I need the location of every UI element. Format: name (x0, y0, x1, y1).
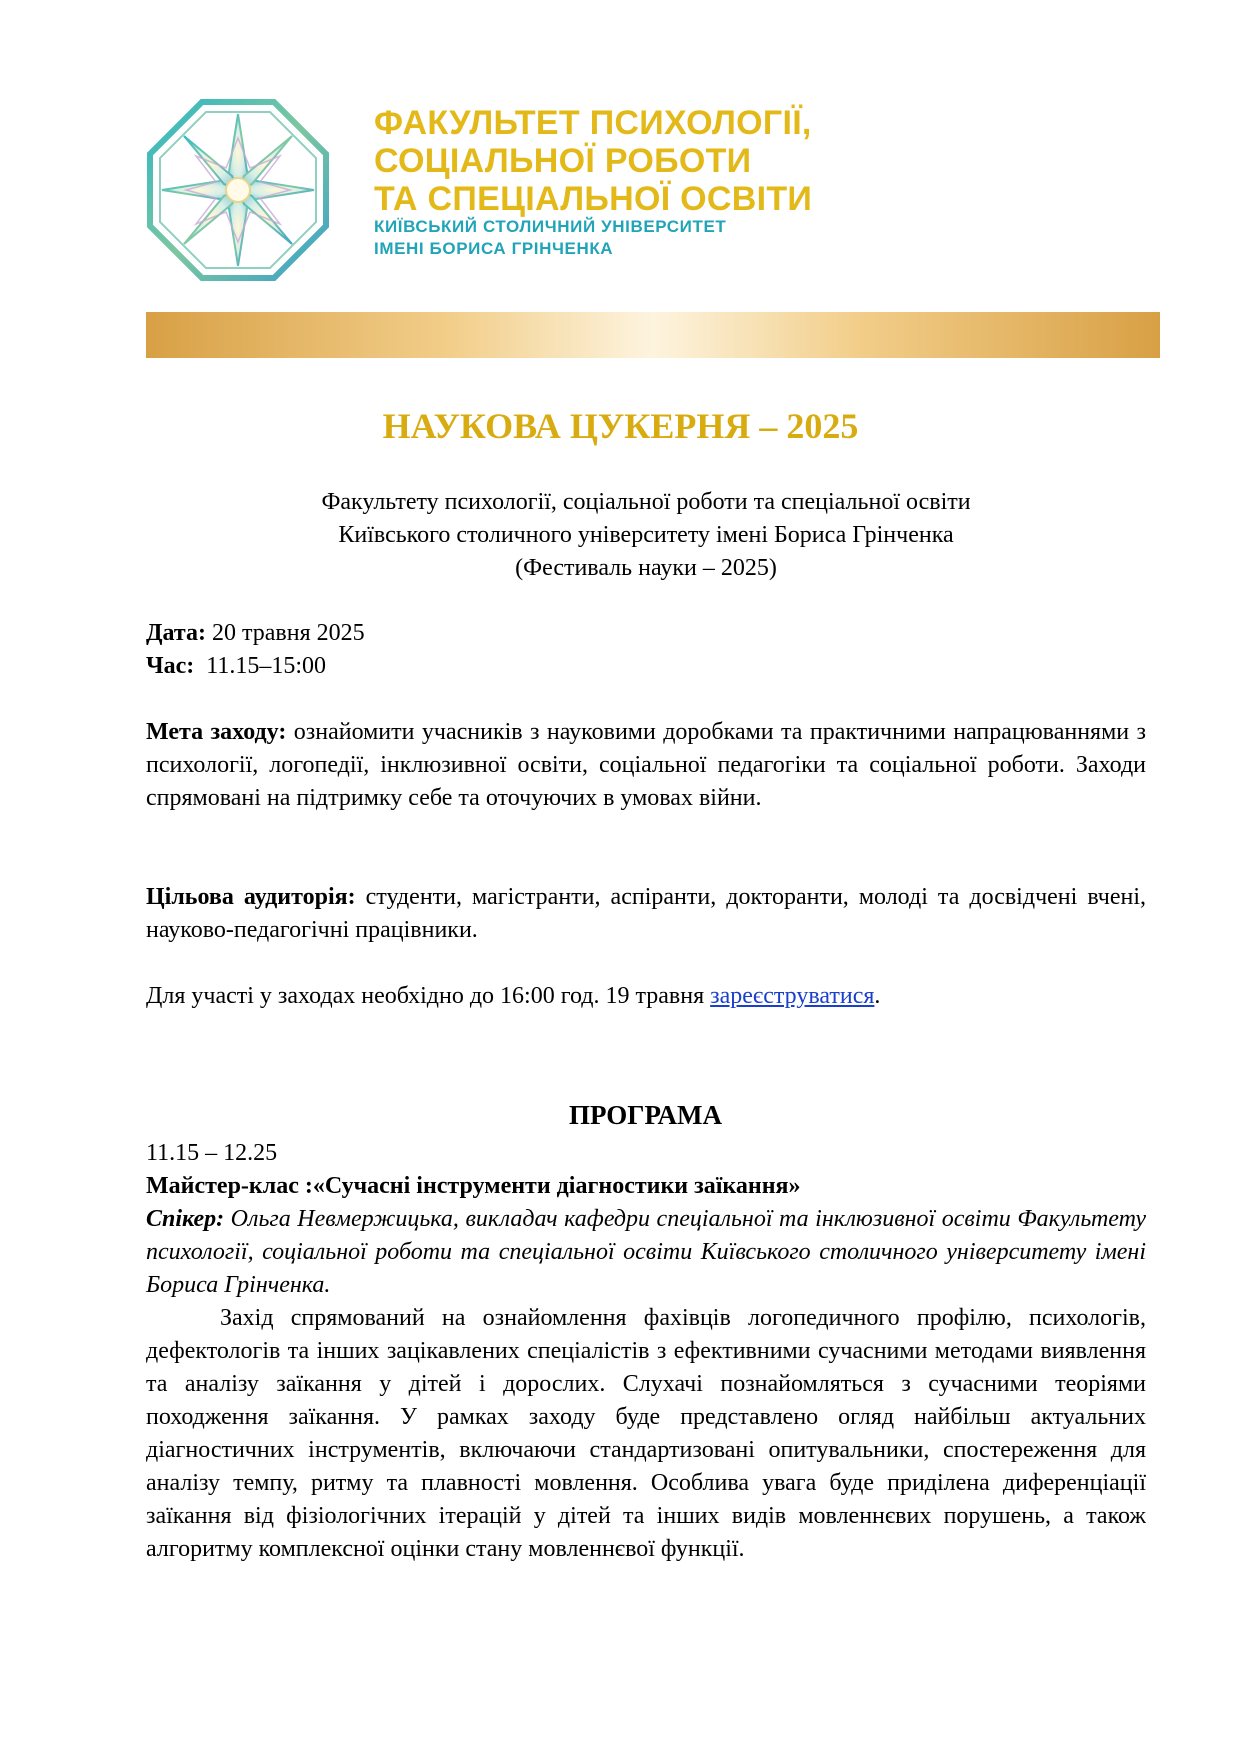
event-registration (146, 980, 1146, 1013)
subtitle-line: Факультету психології, соціальної роботи та спеціальної освіти (321, 489, 971, 515)
faculty-name-line: ФАКУЛЬТЕТ ПСИХОЛОГІЇ, (374, 104, 812, 142)
audience-label: Цільова аудиторія: (146, 884, 356, 910)
event-goal (146, 716, 1146, 815)
time-label: Час: (146, 653, 195, 679)
octagon-star-logo-icon (146, 98, 330, 282)
event-audience (146, 881, 1146, 947)
registration-link[interactable]: зареєструватися (710, 983, 875, 1009)
faculty-header (146, 98, 1156, 288)
goal-label: Мета заходу: (146, 719, 287, 745)
event-date-time (146, 617, 1146, 683)
event-subtitle (146, 486, 1146, 585)
decorative-gold-divider (146, 312, 1160, 358)
subtitle-line: (Фестиваль науки – 2025) (515, 555, 777, 581)
university-name-line: КИЇВСЬКИЙ СТОЛИЧНИЙ УНІВЕРСИТЕТ (374, 217, 727, 236)
faculty-name-line: ТА СПЕЦІАЛЬНОЇ ОСВІТИ (374, 180, 813, 218)
event-time (146, 650, 1146, 683)
speaker-text: Ольга Невмержицька, викладач кафедри спеціальної та інклюзивної освіти Факультету психології, соціальної роботи та спеціальної освіти Київського столичного університету імені Бориса Грінченка. (146, 1206, 1146, 1298)
program-item (146, 1137, 1146, 1566)
university-name (374, 216, 726, 260)
university-name-line: ІМЕНІ БОРИСА ГРІНЧЕНКА (374, 239, 614, 258)
program-item-time: 11.15 – 12.25 (146, 1140, 278, 1166)
program-item-description: Захід спрямований на ознайомлення фахівців логопедичного профілю, психологів, дефектологів та інших зацікавлених спеціалістів з ефективними сучасними методами виявлення та аналізу заїкання у дітей і дорослих. Слухачі познайомляться з сучасними теоріями походження заїкання. У рамках заходу буде представлено огляд найбільш актуальних діагностичних інструментів, включаючи стандартизовані опитувальники, спостереження для аналізу темпу, ритму та плавності мовлення. Особлива увага буде приділена диференціації заїкання від фізіологічних ітерацій у дітей та інших видів мовленнєвих порушень, а також алгоритму комплексної оцінки стану мовленнєвої функції. (146, 1305, 1146, 1562)
faculty-name (374, 104, 812, 218)
program-item-title: Майстер-клас :«Сучасні інструменти діагностики заїкання» (146, 1173, 801, 1199)
audience-text: студенти, магістранти, аспіранти, докторанти, молоді та досвідчені вчені, науково-педагогічні працівники. (146, 884, 1146, 943)
registration-end: . (874, 983, 881, 1009)
date-label: Дата: (146, 620, 206, 646)
subtitle-line: Київського столичного університету імені Бориса Грінченка (338, 522, 954, 548)
registration-text: Для участі у заходах необхідно до 16:00 год. 19 травня (146, 983, 711, 1009)
faculty-name-line: СОЦІАЛЬНОЇ РОБОТИ (374, 142, 752, 180)
goal-text: ознайомити учасників з науковими доробками та практичними напрацюваннями з психології, логопедії, інклюзивної освіти, соціальної педагогіки та соціальної роботи. Заходи спрямовані на підтримку себе та оточуючих в умовах війни. (146, 719, 1146, 811)
speaker-label: Спікер: (146, 1206, 225, 1232)
date-value: 20 травня 2025 (205, 620, 365, 646)
program-item-speaker (146, 1203, 1146, 1302)
event-title: НАУКОВА ЦУКЕРНЯ – 2025 (382, 406, 859, 446)
time-value: 11.15–15:00 (194, 653, 327, 679)
program-heading: ПРОГРАМА (568, 1100, 723, 1130)
event-date (146, 617, 1146, 650)
